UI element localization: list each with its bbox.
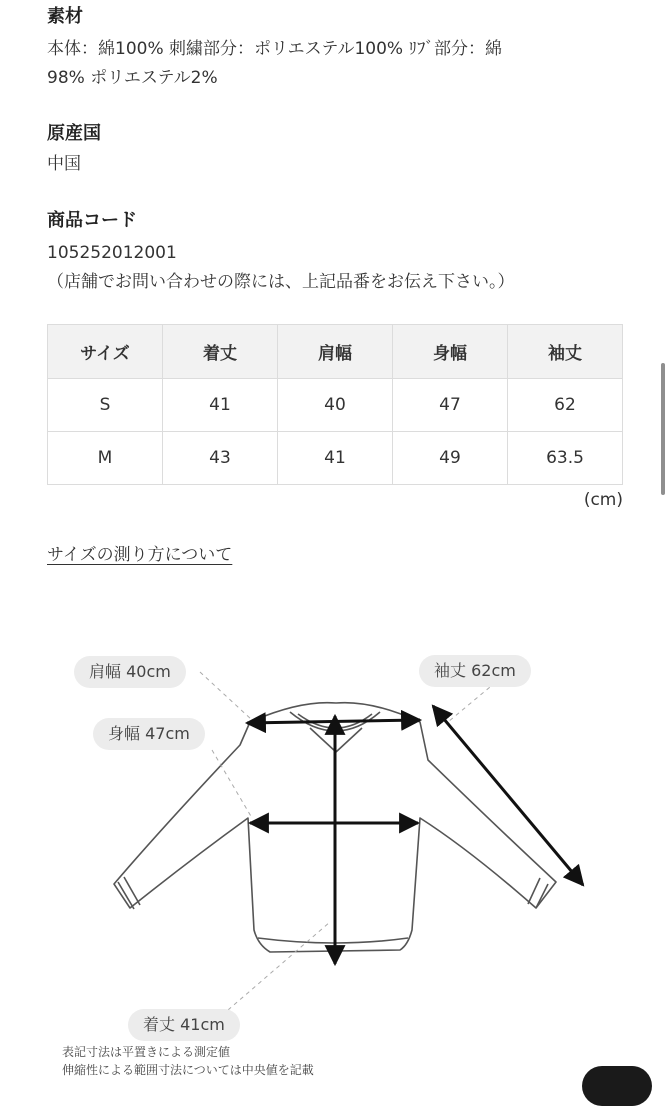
cell-shoulder: 41 bbox=[278, 432, 393, 485]
size-guide-link[interactable]: サイズの測り方について bbox=[47, 545, 233, 565]
shoulder-label: 肩幅 40cm bbox=[74, 656, 186, 688]
product-code-note: （店舗でお問い合わせの際には、上記品番をお伝え下さい。） bbox=[47, 272, 515, 292]
length-label: 着丈 41cm bbox=[128, 1009, 240, 1041]
cell-size: M bbox=[48, 432, 163, 485]
header-sleeve: 袖丈 bbox=[508, 325, 623, 379]
cell-shoulder: 40 bbox=[278, 379, 393, 432]
scrollbar[interactable] bbox=[661, 363, 665, 495]
material-heading: 素材 bbox=[47, 6, 83, 27]
cell-body-width: 47 bbox=[393, 379, 508, 432]
unit-label: (cm) bbox=[583, 490, 623, 510]
header-size: サイズ bbox=[48, 325, 163, 379]
cell-sleeve: 63.5 bbox=[508, 432, 623, 485]
material-line-2: 98% ポリエステル2% bbox=[47, 68, 218, 88]
product-code-heading: 商品コード bbox=[47, 210, 137, 231]
sleeve-label: 袖丈 62cm bbox=[419, 655, 531, 687]
sleeve-arrow bbox=[433, 706, 583, 885]
cell-size: S bbox=[48, 379, 163, 432]
origin-value: 中国 bbox=[47, 154, 81, 174]
origin-heading: 原産国 bbox=[47, 123, 101, 144]
cell-body-width: 49 bbox=[393, 432, 508, 485]
measurement-note-1: 表記寸法は平置きによる測定値 bbox=[62, 1045, 231, 1059]
cell-sleeve: 62 bbox=[508, 379, 623, 432]
leader-lines bbox=[200, 672, 502, 1010]
product-code-value: 105252012001 bbox=[47, 243, 177, 263]
measurement-arrows bbox=[247, 706, 583, 964]
body-width-label: 身幅 47cm bbox=[93, 718, 205, 750]
header-shoulder: 肩幅 bbox=[278, 325, 393, 379]
header-body-width: 身幅 bbox=[393, 325, 508, 379]
cell-length: 43 bbox=[163, 432, 278, 485]
cell-length: 41 bbox=[163, 379, 278, 432]
header-length: 着丈 bbox=[163, 325, 278, 379]
material-line-1: 本体：綿100% 刺繍部分：ポリエステル100% ﾘﾌﾞ部分：綿 bbox=[47, 39, 502, 59]
measurement-note-2: 伸縮性による範囲寸法については中央値を記載 bbox=[62, 1063, 314, 1077]
floating-button[interactable] bbox=[582, 1066, 652, 1106]
